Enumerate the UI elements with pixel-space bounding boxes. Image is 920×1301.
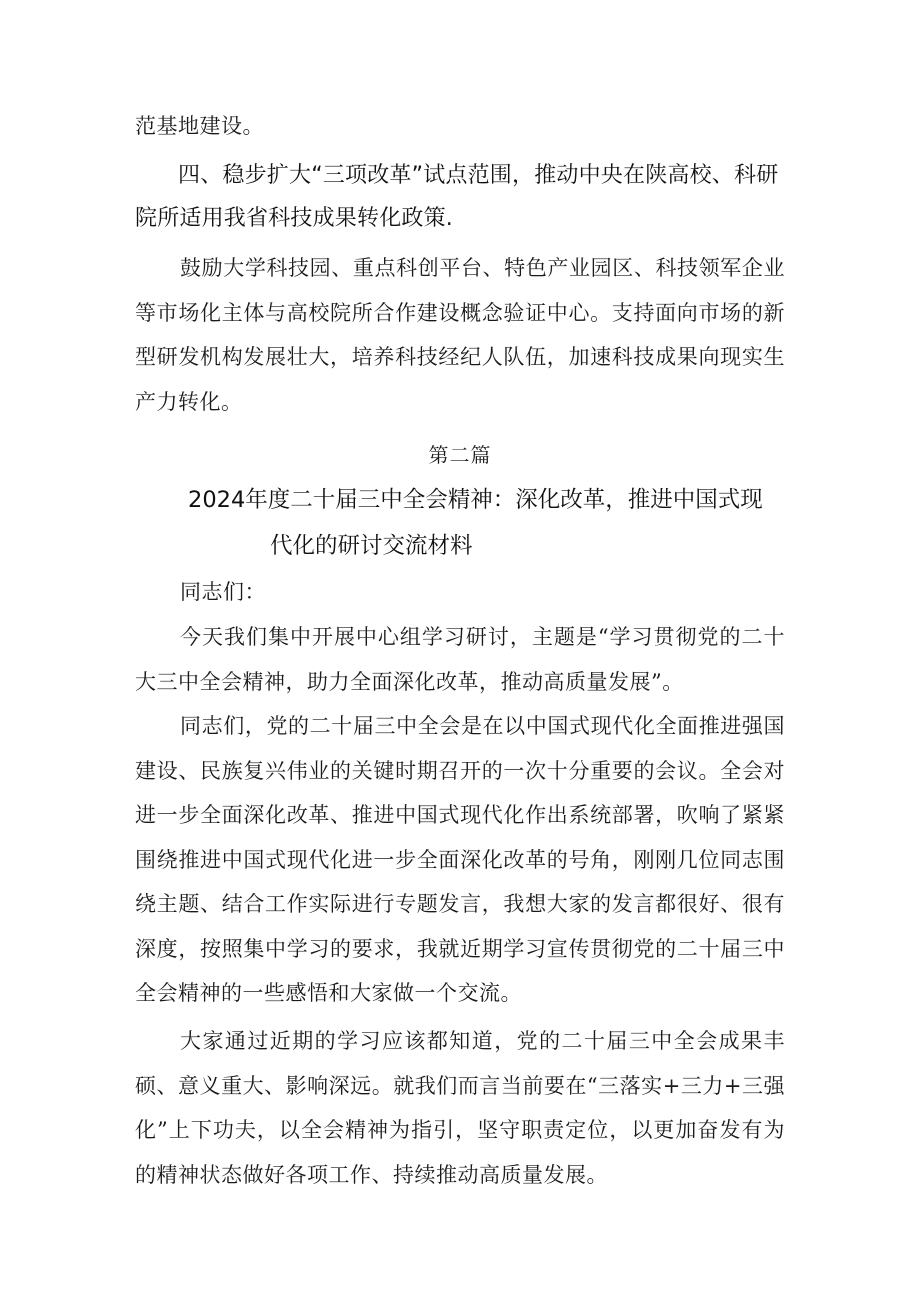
document-title	[135, 477, 795, 569]
paragraph-3: 大家通过近期的学习应该都知道，党的二十届三中全会成果丰硕、意义重大、影响深远。就我们而言当前要在“三落实+三力+三强化”上下功夫，以全会精神为指引，坚守职责定位，以更加奋发有为的精神状态做好各项工作、持续推动高质量发展。	[135, 1029, 785, 1187]
salutation: 同志们：	[180, 580, 266, 604]
section-four-body: 鼓励大学科技园、重点科创平台、特色产业园区、科技领军企业等市场化主体与高校院所合作建设概念验证中心。支持面向市场的新型研发机构发展壮大，培养科技经纪人队伍，加速科技成果向现实生产力转化。	[135, 256, 785, 414]
title-line-1: 2024年度二十届三中全会精神：深化改革，推进中国式现	[188, 487, 763, 513]
section-four-heading: 四、稳步扩大“三项改革”试点范围，推动中央在陕高校、科研院所适用我省科技成果转化政策.	[135, 163, 779, 231]
title-line-2: 代化的研讨交流材料	[270, 533, 473, 559]
paragraph-1: 今天我们集中开展中心组学习研讨，主题是“学习贯彻党的二十大三中全会精神，助力全面深化改革，推动高质量发展”。	[135, 625, 785, 694]
part-label: 第二篇	[428, 443, 492, 467]
continuation-line: 范基地建设。	[135, 114, 264, 138]
paragraph-2: 同志们，党的二十届三中全会是在以中国式现代化全面推进强国建设、民族复兴伟业的关键时期召开的一次十分重要的会议。全会对进一步全面深化改革、推进中国式现代化作出系统部署，吹响了紧紧围绕推进中国式现代化进一步全面深化改革的号角，刚刚几位同志围绕主题、结合工作实际进行专题发言，我想大家的发言都很好、很有深度，按照集中学习的要求，我就近期学习宣传贯彻党的二十届三中全会精神的一些感悟和大家做一个交流。	[135, 714, 785, 1005]
